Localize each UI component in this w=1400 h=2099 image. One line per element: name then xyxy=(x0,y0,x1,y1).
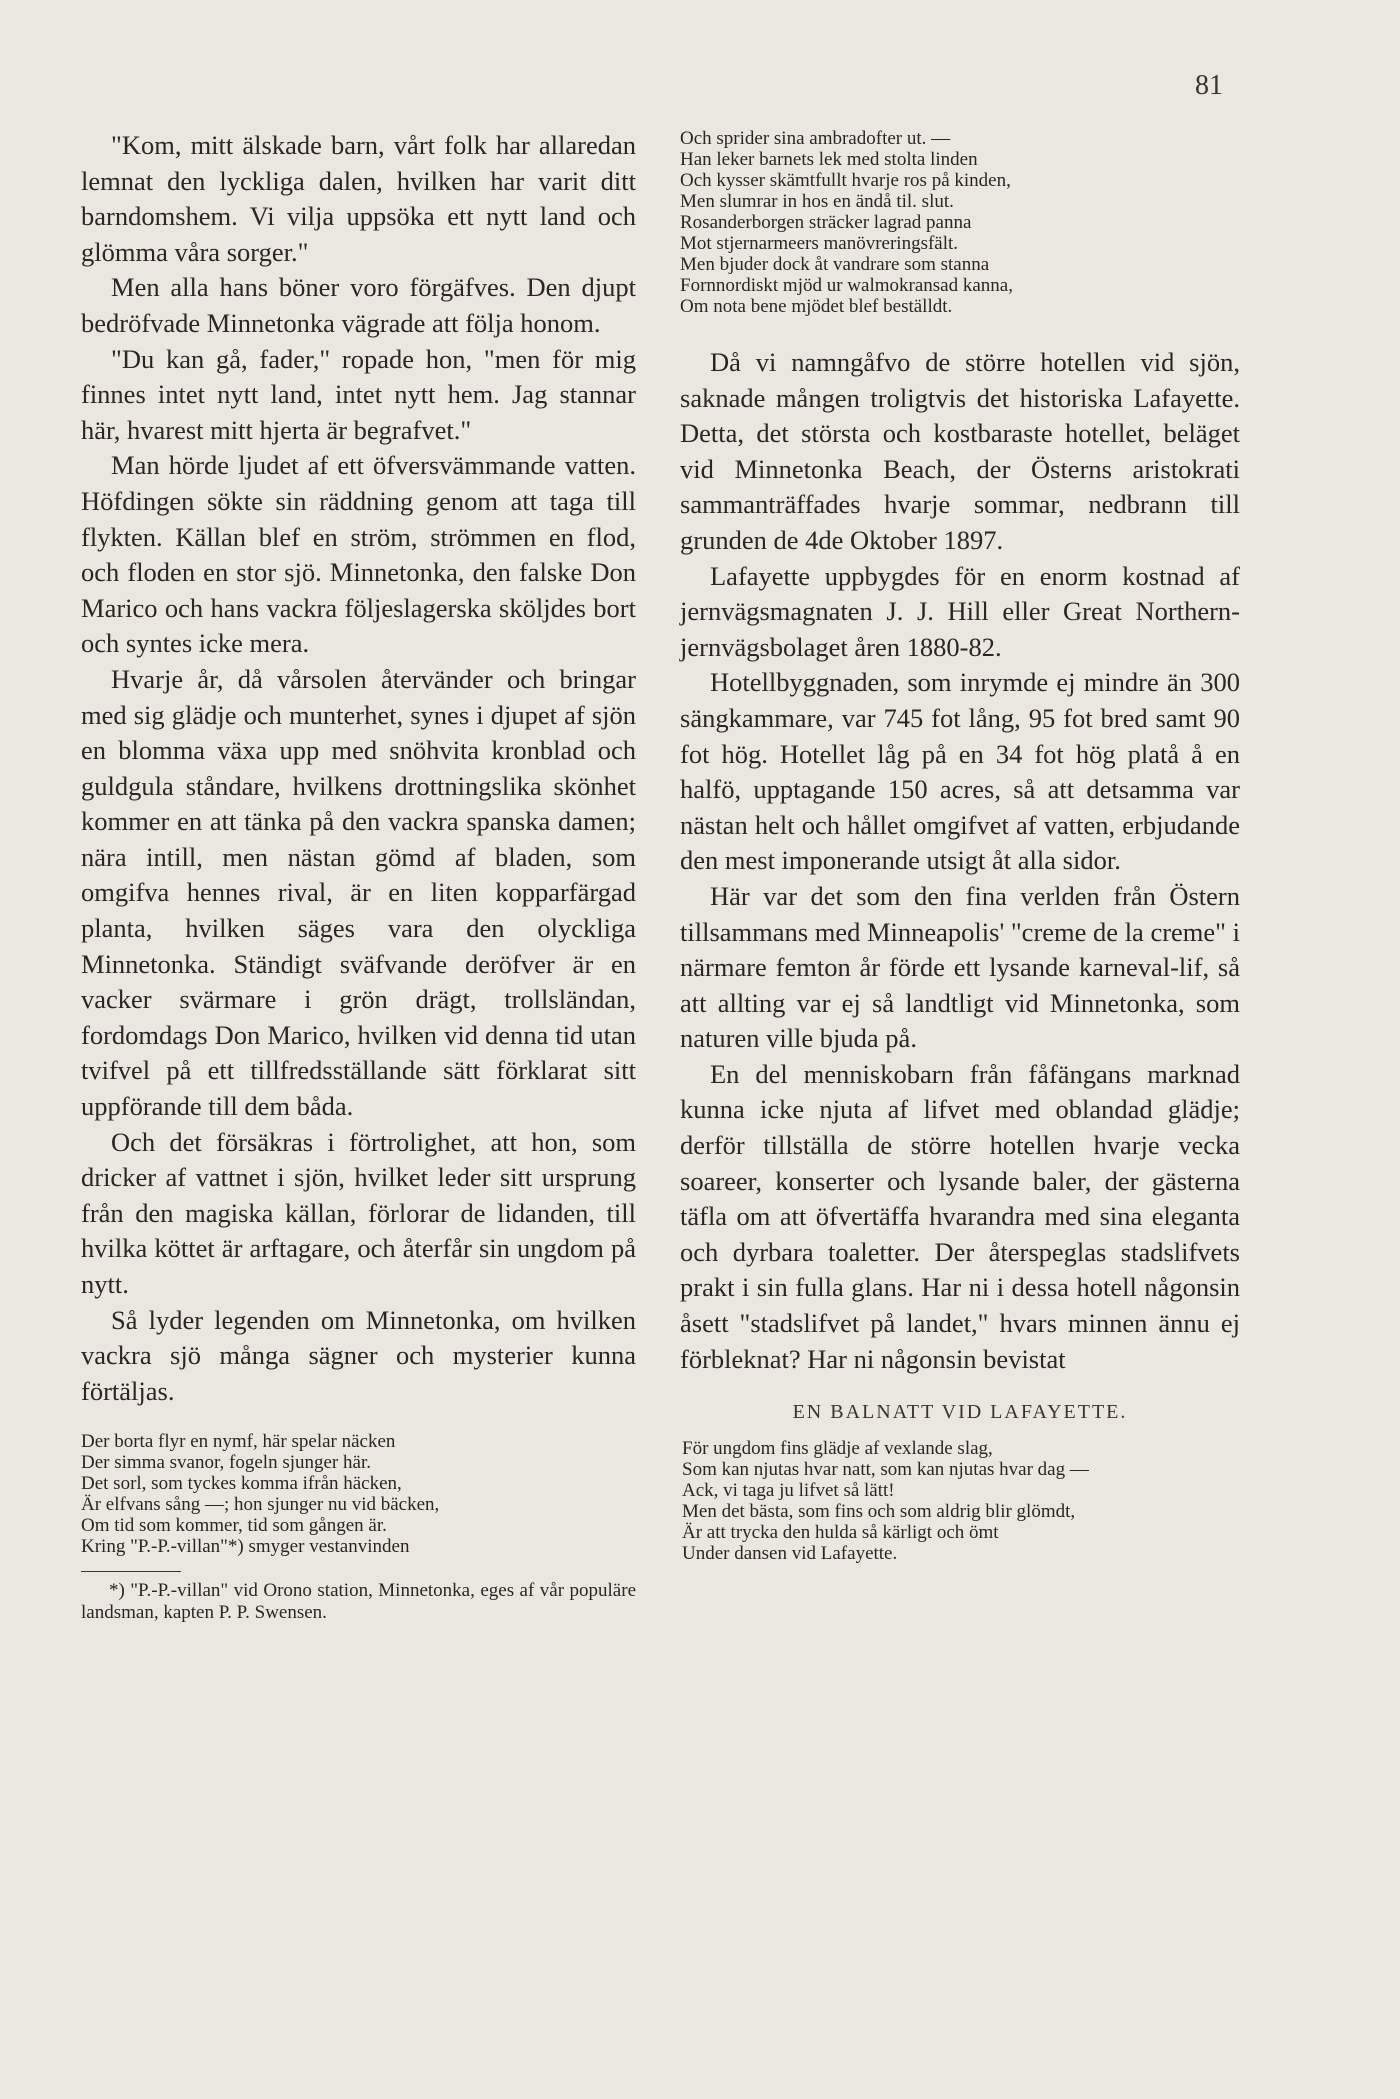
paragraph: "Du kan gå, fader," ropade hon, "men för mig finnes intet nytt land, intet nytt hem. Jag stannar här, hvarest mitt hjerta är begrafvet." xyxy=(81,343,636,445)
left-body-text xyxy=(81,128,636,1409)
paragraph: Hvarje år, då vårsolen återvänder och bringar med sig glädje och munterhet, synes i djupet af sjön en blomma växa upp med snöhvita kronblad och guldgula ståndare, hvilkens drottningslika skönhet kommer en att tänka på den vackra spanska damen; nära intill, men nästan gömd af bladen, som omgifva hennes rival, är en liten kopparfärgad planta, hvilken säges vara den olyckliga Minnetonka. Ständigt sväfvande deröfver är en vacker svärmare i grön drägt, trollsländan, fordomdags Don Marico, hvilken vid denna tid utan tvifvel på ett tillfredsställande sätt förklarat sitt uppförande till dem båda. xyxy=(81,663,636,1122)
paragraph: Här var det som den fina verlden från Östern tillsammans med Minneapolis' "creme de la creme" i närmare femton år förde ett lysande karneval-lif, så att allting var ej så landtligt vid Minnetonka, som naturen ville bjuda på. xyxy=(680,880,1240,1054)
right-column xyxy=(680,128,1240,1564)
paragraph: "Kom, mitt älskade barn, vårt folk har allaredan lemnat den lyckliga dalen, hvilken har varit ditt barndomshem. Vi vilja uppsöka ett nytt land och glömma våra sorger." xyxy=(81,130,636,267)
left-column xyxy=(81,128,636,1624)
footnote-rule xyxy=(81,1571,181,1572)
right-body-text xyxy=(680,345,1240,1377)
poem-stanza: För ungdom fins glädje af vexlande slag, Som kan njutas hvar natt, som kan njutas hvar dag — Ack, vi taga ju lifvet så lätt! Men det bästa, som fins och som aldrig blir glömdt, Är att trycka den hulda så kärligt och ömt Under dansen vid Lafayette. xyxy=(682,1438,1089,1565)
poem-stanza: Der borta flyr en nymf, här spelar näcken Der simma svanor, fogeln sjunger här. Det sorl, som tyckes komma ifrån häcken, Är elfvans sång —; hon sjunger nu vid bäcken, Om tid som kommer, tid som gången är. Kring "P.-P.-villan"*) smyger vestanvinden xyxy=(81,1431,440,1558)
paragraph: Hotellbyggnaden, som inrymde ej mindre än 300 sängkammare, var 745 fot lång, 95 fot bred samt 90 fot hög. Hotellet låg på en 34 fot hög platå å en halfö, upptagande 150 acres, så att detsamma var nästan helt och hållet omgifvet af vatten, erbjudande den mest imponerande utsigt åt alla sidor. xyxy=(680,667,1240,876)
footnote: *) "P.-P.-villan" vid Orono station, Minnetonka, eges af vår populäre landsman, kapten P. P. Swensen. xyxy=(81,1580,636,1624)
paragraph: Så lyder legenden om Minnetonka, om hvilken vackra sjö många sägner och mysterier kunna förtäljas. xyxy=(81,1304,636,1406)
paragraph: Och det försäkras i förtrolighet, att hon, som dricker af vattnet i sjön, hvilket leder sitt ursprung från den magiska källan, förlorar de lidanden, till hvilka köttet är arftagare, och återfår sin ungdom på nytt. xyxy=(81,1126,636,1299)
page-number: 81 xyxy=(1195,70,1223,101)
paragraph: Då vi namngåfvo de större hotellen vid sjön, saknade mången troligtvis det historiska Lafayette. Detta, det största och kostbaraste hotellet, beläget vid Minnetonka Beach, der Österns aristokrati sammanträffades hvarje sommar, nedbrann till grunden de 4de Oktober 1897. xyxy=(680,347,1240,555)
paragraph: Man hörde ljudet af ett öfversvämmande vatten. Höfdingen sökte sin räddning genom att taga till flykten. Källan blef en ström, strömmen en flod, och floden en stor sjö. Minnetonka, den falske Don Marico och hans vackra följeslagerska sköljdes bort och syntes icke mera. xyxy=(81,450,636,659)
paragraph: Lafayette uppbygdes för en enorm kostnad af jernvägsmagnaten J. J. Hill eller Great Northern-jernvägsbolaget åren 1880-82. xyxy=(680,560,1240,662)
section-heading: EN BALNATT VID LAFAYETTE. xyxy=(792,1401,1128,1424)
paragraph: En del menniskobarn från fåfängans marknad kunna icke njuta af lifvet med oblandad glädje; derför tillställa de större hotellen hvarje vecka soareer, konserter och lysande baler, der gästerna täfla om att öfvertäffa hvarandra med sina eleganta och dyrbara toaletter. Der återspeglas stadslifvets prakt i sin fulla glans. Har ni i dessa hotell någonsin åsett "stadslifvet på landet," hvars minnen ännu ej förbleknat? Har ni någonsin bevistat xyxy=(680,1058,1240,1374)
poem-stanza-continued: Och sprider sina ambradofter ut. — Han leker barnets lek med stolta linden Och kysser skämtfullt hvarje ros på kinden, Men slumrar in hos en ändå til. slut. Rosanderborgen sträcker lagrad panna Mot stjernarmeers manövreringsfält. Men bjuder dock åt vandrare som stanna Fornnordiskt mjöd ur walmokransad kanna, Om nota bene mjödet blef beställdt. xyxy=(680,128,1013,317)
paragraph: Men alla hans böner voro förgäfves. Den djupt bedröfvade Minnetonka vägrade att följa honom. xyxy=(81,272,636,338)
